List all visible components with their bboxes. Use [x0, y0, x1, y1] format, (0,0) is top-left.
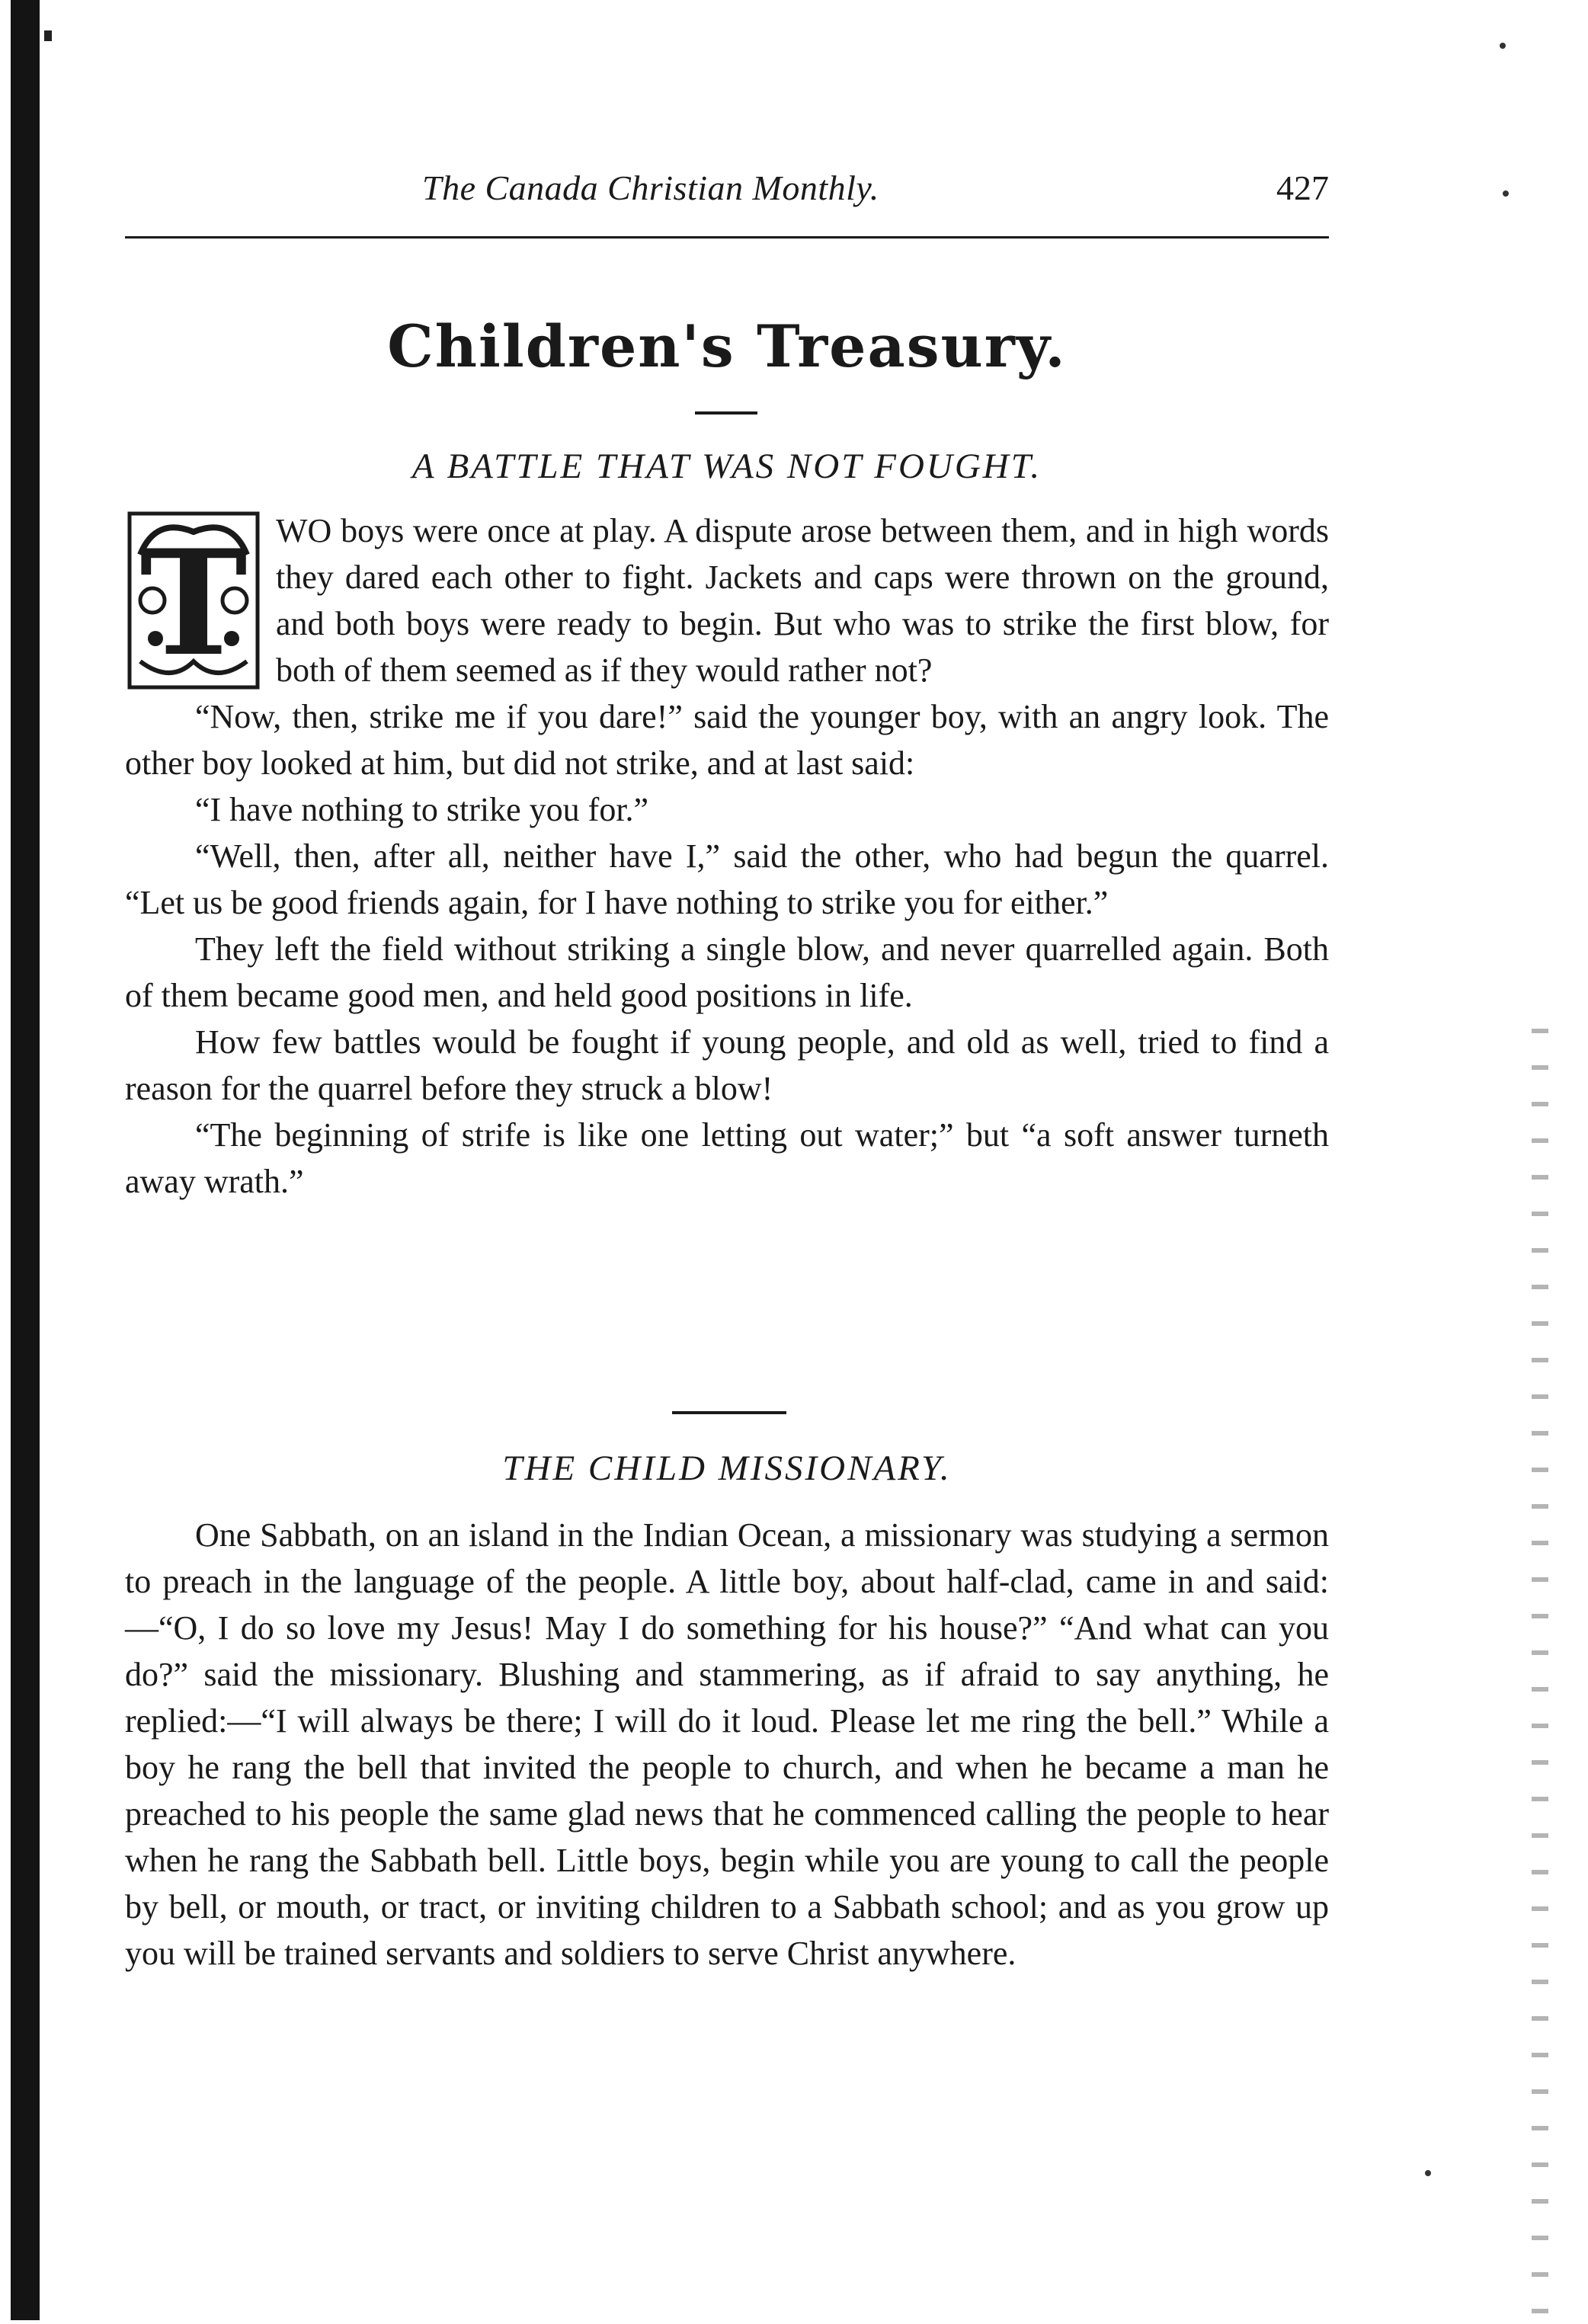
article-missionary-body — [125, 1512, 1329, 1977]
print-speck — [1503, 190, 1509, 197]
dropcap-ornament-svg — [125, 509, 262, 692]
article-divider — [672, 1411, 786, 1414]
dropcap-letter: T — [139, 518, 248, 688]
running-header — [125, 168, 1329, 218]
header-rule — [125, 236, 1329, 238]
print-speck — [1425, 2170, 1431, 2176]
binding-edge — [11, 0, 40, 2320]
paragraph: “The beginning of strife is like one letting out water;” but “a soft answer turneth away wrath.” — [125, 1116, 1329, 1200]
page-number: 427 — [1276, 168, 1329, 207]
paragraph: How few battles would be fought if young people, and old as well, tried to find a reason for the quarrel before they struck a blow! — [125, 1023, 1329, 1107]
running-title: The Canada Christian Monthly. — [422, 168, 879, 207]
paragraph: “I have nothing to strike you for.” — [195, 791, 649, 828]
paragraph: They left the field without striking a single blow, and never quarrelled again. Both of them became good men, and held good positions in life. — [125, 930, 1329, 1014]
article-title-battle: A BATTLE THAT WAS NOT FOUGHT. — [411, 447, 1042, 486]
paragraph: One Sabbath, on an island in the Indian Ocean, a missionary was studying a sermon to preach in the language of the people. A little boy, about half-clad, came in and said:—“O, I do so love my Jesus! May I do something for his house?” “And what can you do?” said the missionary. Blushing and stammering, as if afraid to say anything, he replied:—“I will always be there; I will do it loud. Please let me ring the bell.” While a boy he rang the bell that invited the people to church, and when he became a man he preached to his people the same glad news that he commenced calling the people to hear when he rang the Sabbath bell. Little boys, begin while you are young to call the people by bell, or mouth, or tract, or inviting children to a Sabbath school; and as you grow up you will be trained servants and soldiers to serve Christ anywhere. — [125, 1516, 1329, 1972]
binding-mark — [44, 30, 52, 41]
paragraph-opening: WO boys were once at play. A dispute arose between them, and in high words they dared each other to fight. Jackets and caps were thrown on the ground, and both boys were ready to begin. But who was to strike the first blow, for both of them seemed as if they would rather not? — [276, 512, 1329, 689]
article-battle-body — [125, 507, 1329, 1205]
print-speck — [1500, 43, 1506, 49]
section-title: Children's Treasury. — [387, 312, 1067, 380]
article-title-missionary: THE CHILD MISSIONARY. — [502, 1448, 952, 1488]
paragraph: “Now, then, strike me if you dare!” said the younger boy, with an angry look. The other boy looked at him, but did not strike, and at last said: — [125, 698, 1329, 782]
page-edge-marks — [1532, 1029, 1548, 2324]
dropcap-t-ornament — [125, 509, 262, 692]
paragraph: “Well, then, after all, neither have I,” said the other, who had begun the quarrel. “Let us be good friends again, for I have nothing to strike you for either.” — [125, 837, 1329, 921]
section-divider — [695, 411, 757, 415]
